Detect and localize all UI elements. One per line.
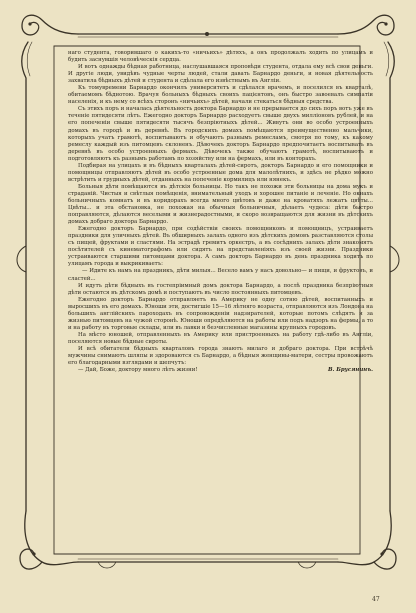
- paragraph: На мѣсто юношей, отправленныхъ въ Америку или пристроенныхъ на работу гдѣ-либо въ Англіи, поселяются новые бѣдные сироты.: [68, 331, 373, 345]
- paragraph: Съ этихъ поръ и началась дѣятельность доктора Барнардо и не прерывается до сихъ поръ вотъ уже въ теченіе пятидесяти лѣтъ. Ежегодно докторъ Барнардо расходуетъ свыше двухъ милліоновъ рублей, и на его попеченіи свыше пятидесяти тысячъ безпріютныхъ дѣтей... Живутъ они во особо устроенныхъ домахъ въ городѣ и въ деревнѣ. Въ городскихъ домахъ помѣщаются преимущественно мальчики, которыхъ учатъ грамотѣ, воспитываютъ и обучаютъ разнымъ ремесламъ, смотря по тому, къ какому ремеслу каждый изъ питомцевъ склоненъ. Дѣвочекъ докторъ Барнардо предпочитаетъ воспитывать въ деревнѣ въ особо устроенныхъ фермахъ. Дѣвочекъ также обучаютъ грамотѣ, воспитываютъ и подготовляютъ къ разнымъ работамъ по хозяйству или на фермахъ, или въ конторахъ.: [68, 106, 373, 162]
- author-signature: В. Брусянинъ.: [327, 367, 373, 374]
- page-number: 47: [372, 596, 380, 603]
- closing-line: [68, 367, 373, 374]
- paragraph: Ежегодно докторъ Барнардо отправляетъ въ Америку не одну сотню дѣтей, воспитанныхъ и выросшихъ въ его домахъ. Юноши эти, достигшіе 15—16 лѣтняго возраста, отправляются изъ Лондона на большихъ англійскихъ пароходахъ въ сопровожденіи надзирателей, которые потомъ слѣдятъ и за жизнью питомцевъ на чужой сторонѣ. Юноши опредѣляются на работы или подъ надзоръ на фермы, а то и на работу въ торговые склады, или въ лавки и безчисленные магазины крупныхъ городовъ.: [68, 296, 373, 331]
- paragraph: И идутъ дѣти бѣдныхъ въ гостепріимный домъ доктора Барнардо, а послѣ праздника безпріютныя дѣти остаются въ дѣтскомъ домѣ и поступаютъ въ число постоянныхъ питомцевъ.: [68, 282, 373, 296]
- article-text: [68, 50, 373, 580]
- paragraph: Ежегодно докторъ Барнардо, при содѣйствіи своихъ помощниковъ и помощницъ, устраиваетъ праздники для уличныхъ дѣтей. Въ обширныхъ залахъ одного изъ дѣтскихъ домовъ разставляются столы съ пищей, фруктами и сластями. На эстрадѣ гремитъ оркестръ, а въ сосѣднихъ залахъ дѣти знакомятъ посѣтителей съ кинематографомъ или сидятъ на представленіяхъ изъ своей жизни. Праздники устраиваются старшими питомцами доктора. А самъ докторъ Барнардо въ день праздника ходитъ по улицамъ города и выкрикиваетъ:: [68, 226, 373, 268]
- paragraph: Больныя дѣти помѣщаются въ дѣтскія больницы. Но такъ не похожи эти больницы на дома мукъ и страданій. Чистыя и свѣтлыя помѣщенія, внимательный уходъ и хорошее питаніе и леченіе. Но окнахъ больничныхъ комнатъ и въ коридорахъ всегда много цвѣтовъ и даже на кроватяхъ лежатъ цвѣты... Цвѣты... и эта обстановка, не похожая на обычныя больничныя, дѣлаетъ чудеса: дѣти быстро поправляются, дѣлаются веселыми и жизнерадостными, и скоро возвращаются для жизни въ дѣтскихъ домахъ добраго доктора Барнардо.: [68, 183, 373, 226]
- paragraph: Къ томувремени Барнардо окончилъ университетъ и сдѣлался врачемъ, и поселился въ кварталѣ, обитаемомъ бѣднотою. Врачуя больныхъ бѣдныхъ своихъ пацієнтовъ, онъ быстро завоевалъ симпатіи населенія, и къ нему со всѣхъ сторонъ «ничьихъ» дѣтей, начали стекаться бѣдныя средства.: [68, 85, 373, 106]
- closing-quote: — Дай, Боже, доктору много лѣтъ жизни!: [78, 367, 198, 374]
- paragraph: наго студента, говорившаго о какихъ-то «ничьихъ» дѣтяхъ, а онъ продолжалъ ходить по улицамъ и будить заснувшія человѣческія сердца.: [68, 50, 373, 64]
- ornamental-frame: [8, 6, 406, 581]
- paragraph: И всѣ обитатели бѣдныхъ кварталовъ города знаютъ милаго и добраго доктора. При встрѣчѣ мужчины снимаютъ шляпы и здороваются съ Барнардо, а бѣдныя женщины-матери, сестры провожаютъ его благодарными взглядами и шепчутъ:: [68, 345, 373, 367]
- paragraph: И вотъ однажды бѣдная работница, наслушавшаяся проповѣди студента, отдала ему всѣ свои деньги. И другіе люди, увидѣвъ чудные черты людей, стали давать Барнардо деньги, и новая дѣятельность захватила бѣдныхъ дѣтей и студента и сдѣлала его извѣстнымъ въ Англіи.: [68, 64, 373, 85]
- paragraph-dialog: — Идите къ намъ на праздникъ, дѣти милыя... Весело вамъ у насъ довольно— и пищи, и фруктовъ, и сластей...: [68, 268, 373, 282]
- paragraph: Подбирая на улицахъ и въ бѣдныхъ кварталахъ дѣтей-сиротъ, докторъ Барнардо и его помощники и помощницы отправляютъ дѣтей въ особо устроенные дома для малолѣтнихъ, и здѣсь не рѣдко можно встрѣтить и грудныхъ дѣтей, отданныхъ на попеченіе кормилицъ или нянекъ.: [68, 162, 373, 183]
